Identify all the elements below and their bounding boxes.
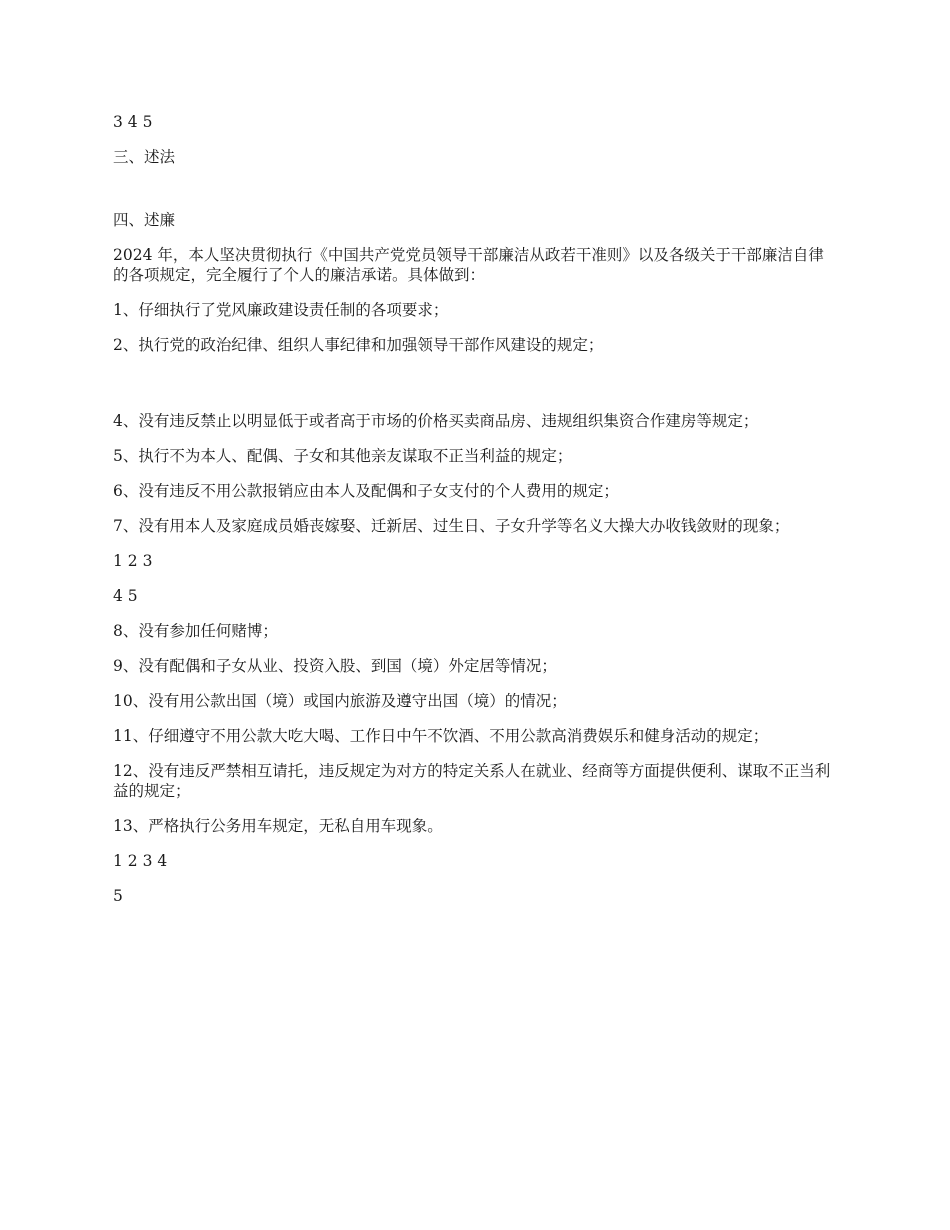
list-item-6: 6、没有违反不用公款报销应由本人及配偶和子女支付的个人费用的规定； <box>113 482 619 500</box>
list-item-8: 8、没有参加任何赌博； <box>113 622 278 640</box>
page-fragment-numbers: 4 5 <box>113 587 138 605</box>
page-fragment-numbers: 5 <box>113 887 123 905</box>
list-item-1: 1、仔细执行了党风廉政建设责任制的各项要求； <box>113 301 449 319</box>
list-item-12: 12、没有违反严禁相互请托，违反规定为对方的特定关系人在就业、经商等方面提供便利、谋取不正当利益的规定； <box>113 762 831 800</box>
section-heading-integrity: 四、述廉 <box>113 211 176 229</box>
list-item-5: 5、执行不为本人、配偶、子女和其他亲友谋取不正当利益的规定； <box>113 447 573 465</box>
page-fragment-numbers: 3 4 5 <box>113 113 153 131</box>
page-fragment-numbers: 1 2 3 <box>113 552 153 570</box>
section-heading-law: 三、述法 <box>113 148 176 166</box>
list-item-7: 7、没有用本人及家庭成员婚丧嫁娶、迁新居、过生日、子女升学等名义大操大办收钱敛财的现象； <box>113 517 790 535</box>
list-item-2: 2、执行党的政治纪律、组织人事纪律和加强领导干部作风建设的规定； <box>113 336 604 354</box>
list-item-10: 10、没有用公款出国（境）或国内旅游及遵守出国（境）的情况； <box>113 692 567 710</box>
list-item-4: 4、没有违反禁止以明显低于或者高于市场的价格买卖商品房、违规组织集资合作建房等规定； <box>113 412 759 430</box>
list-item-13: 13、严格执行公务用车规定，无私自用车现象。 <box>113 817 443 835</box>
list-item-11: 11、仔细遵守不用公款大吃大喝、工作日中午不饮酒、不用公款高消费娱乐和健身活动的规定； <box>113 727 769 745</box>
page-fragment-numbers: 1 2 3 4 <box>113 852 168 870</box>
intro-paragraph: 2024 年，本人坚决贯彻执行《中国共产党党员领导干部廉洁从政若干准则》以及各级关于干部廉洁自律的各项规定，完全履行了个人的廉洁承诺。具体做到： <box>113 246 824 284</box>
list-item-9: 9、没有配偶和子女从业、投资入股、到国（境）外定居等情况； <box>113 657 557 675</box>
document-page <box>113 112 838 921</box>
